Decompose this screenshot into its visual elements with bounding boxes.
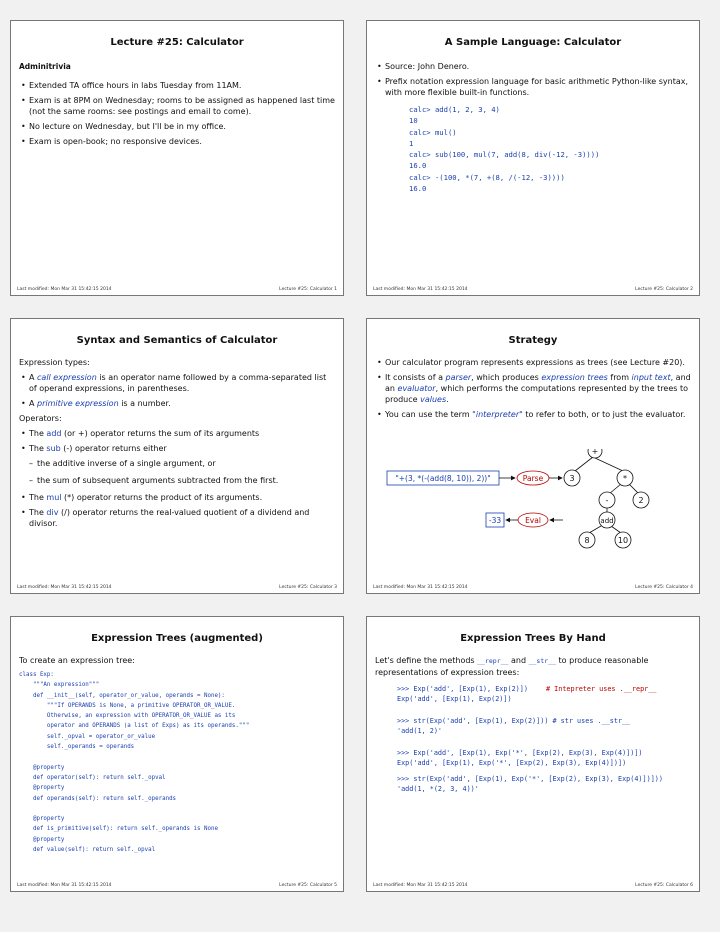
node-label: * — [623, 474, 627, 483]
text: is an operator name followed by a comma-separated list of operand expressions, in parentheses. — [29, 373, 327, 393]
text: The — [29, 429, 47, 438]
text: , and an — [385, 373, 691, 393]
text: to refer to both, or to just the evaluator. — [522, 410, 686, 419]
text: (/) operator returns the real-valued quotient of a dividend and divisor. — [29, 508, 310, 528]
example-1-command — [397, 684, 691, 694]
bullet-primitive-expression — [19, 398, 335, 409]
term-parser: parser — [445, 373, 472, 382]
term-values: values — [420, 395, 447, 404]
text: You can use the term — [385, 410, 473, 419]
example-2-command: >>> str(Exp('add', [Exp(1), Exp(2)])) # str uses .__str__ — [397, 717, 631, 725]
operators-label: Operators: — [19, 414, 62, 423]
footer-lecture: Lecture #25: Calculator 1 — [279, 287, 337, 292]
text: A — [29, 373, 38, 382]
node-label: - — [605, 496, 609, 505]
text: is a number. — [118, 399, 171, 408]
term-interpreter: "interpreter" — [472, 410, 523, 419]
text: (or +) operator returns the sum of its arguments — [61, 429, 260, 438]
footer-modified: Last modified: Mon Mar 31 15:42:15 2014 — [373, 585, 468, 590]
slide-2 — [366, 20, 700, 296]
text: , which produces — [471, 373, 542, 382]
slide-title: Syntax and Semantics of Calculator — [76, 335, 278, 346]
bullet: • No lecture on Wednesday, but I'll be in my office. — [19, 121, 335, 132]
example-4-output: 'add(1, *(2, 3, 4))' — [397, 785, 479, 793]
intro-text: To create an expression tree: — [19, 656, 135, 665]
text: (*) operator returns the product of its arguments. — [61, 493, 263, 502]
method-str: __str__ — [528, 657, 556, 665]
text: The — [29, 444, 47, 453]
text: >>> Exp('add', [Exp(1), Exp(2)]) — [397, 685, 528, 693]
node-label: 10 — [617, 536, 629, 545]
node-label: 8 — [584, 536, 590, 545]
footer-modified: Last modified: Mon Mar 31 15:42:15 2014 — [17, 287, 112, 292]
text: The — [29, 508, 47, 517]
footer-modified: Last modified: Mon Mar 31 15:42:15 2014 — [17, 883, 112, 888]
section-heading: Adminitrivia — [19, 62, 71, 71]
bullet-add — [19, 428, 335, 439]
text: to produce reasonable representations of expression trees: — [375, 656, 649, 677]
example-2-output: 'add(1, 2)' — [397, 727, 443, 735]
bullet: • Exam is open-book; no responsive devices. — [19, 136, 335, 147]
slide-title: Strategy — [508, 335, 558, 346]
bullet: • Prefix notation expression language for basic arithmetic Python-like syntax, with more flexible built-in functions. — [375, 76, 691, 98]
eval-label: Eval — [525, 516, 541, 525]
example-3-output: Exp('add', [Exp(1), Exp('*', [Exp(2), Exp(3), Exp(4)])]) — [397, 759, 627, 767]
bullet: • Source: John Denero. — [375, 61, 691, 72]
op-div: div — [46, 508, 59, 517]
footer-lecture: Lecture #25: Calculator 5 — [279, 883, 337, 888]
text: The — [29, 493, 47, 502]
bullet: • Exam is at 8PM on Wednesday; rooms to be assigned as happened last time (not the same rooms: see postings and email to come). — [19, 95, 335, 117]
text: from — [607, 373, 632, 382]
parse-eval-diagram — [367, 449, 699, 569]
slide-1 — [10, 20, 344, 296]
bullet: • Extended TA office hours in labs Tuesday from 11AM. — [19, 80, 335, 91]
slide-6 — [366, 616, 700, 892]
node-label: 2 — [638, 496, 644, 505]
slide-4 — [366, 318, 700, 594]
bullet — [375, 372, 691, 405]
bullet — [375, 409, 691, 420]
bullet-div — [19, 507, 335, 529]
footer-modified: Last modified: Mon Mar 31 15:42:15 2014 — [373, 287, 468, 292]
footer-modified: Last modified: Mon Mar 31 15:42:15 2014 — [17, 585, 112, 590]
node-label: add — [600, 517, 614, 525]
text: . — [446, 395, 449, 404]
code-block: calc> add(1, 2, 3, 4) 10 calc> mul() 1 calc> sub(100, mul(7, add(8, div(-12, -3)))) 16.0 calc> -(100, *(7, +(8, /(-12, -3)))) 16.0 — [409, 105, 600, 194]
footer-lecture: Lecture #25: Calculator 2 — [635, 287, 693, 292]
term-evaluator: evaluator — [397, 384, 436, 393]
sub-bullet: – the additive inverse of a single argument, or — [19, 458, 335, 469]
example-1-output: Exp('add', [Exp(1), Exp(2)]) — [397, 695, 512, 703]
comment: # Intepreter uses .__repr__ — [545, 685, 657, 693]
op-add: add — [46, 429, 62, 438]
text: It consists of a — [385, 373, 446, 382]
text: A — [29, 399, 38, 408]
footer-lecture: Lecture #25: Calculator 6 — [635, 883, 693, 888]
input-text: "+(3, *(-(add(8, 10)), 2))" — [395, 474, 491, 483]
bullet: • Our calculator program represents expressions as trees (see Lecture #20). — [375, 357, 691, 368]
intro-text — [375, 655, 691, 678]
sub-bullet: – the sum of subsequent arguments subtracted from the first. — [19, 475, 335, 486]
parse-label: Parse — [522, 474, 544, 483]
bullet-call-expression — [19, 372, 335, 394]
slide-5 — [10, 616, 344, 892]
result-value: -33 — [488, 516, 502, 525]
term-call-expression: call expression — [37, 373, 97, 382]
text: , which performs the computations represented by the trees to produce — [385, 384, 689, 404]
method-repr: __repr__ — [477, 657, 509, 665]
bullet-sub — [19, 443, 335, 454]
op-mul: mul — [46, 493, 62, 502]
slide-title: A Sample Language: Calculator — [444, 37, 622, 48]
footer-lecture: Lecture #25: Calculator 3 — [279, 585, 337, 590]
slide-3 — [10, 318, 344, 594]
slide-title: Expression Trees (augmented) — [91, 633, 263, 644]
text: (-) operator returns either — [60, 444, 167, 453]
node-label: 3 — [569, 474, 575, 483]
footer-modified: Last modified: Mon Mar 31 15:42:15 2014 — [373, 883, 468, 888]
expression-types-label: Expression types: — [19, 358, 90, 367]
term-input-text: input text — [631, 373, 671, 382]
example-4-command: >>> str(Exp('add', [Exp(1), Exp('*', [Exp(2), Exp(3), Exp(4)])])) — [397, 775, 663, 783]
slide-title: Expression Trees By Hand — [460, 633, 606, 644]
slide-title: Lecture #25: Calculator — [110, 37, 244, 48]
footer-lecture: Lecture #25: Calculator 4 — [635, 585, 693, 590]
term-expression-trees: expression trees — [541, 373, 608, 382]
text: and — [508, 656, 529, 665]
text: Let's define the methods — [375, 656, 478, 665]
term-primitive-expression: primitive expression — [37, 399, 119, 408]
code-block: class Exp: """An expression""" def __init__(self, operator_or_value, operands = None): """If OPERANDS is None, a primitive OPERATOR_OR_VALUE. Otherwise, an expression with OPERATOR_OR_VALUE as its operator and OPERANDS (a list of Exps) as its operands.""" self._opval = operator_or_value self._operands = operands @property def operator(self): return self._opval @property def operands(self): return self._operands @property def is_primitive(self): return self._operands is None @property def value(self): return self._opval — [19, 672, 250, 854]
example-3-command: >>> Exp('add', [Exp(1), Exp('*', [Exp(2), Exp(3), Exp(4)])]) — [397, 749, 643, 757]
node-label: + — [591, 449, 599, 456]
bullet-mul — [19, 492, 335, 503]
op-sub: sub — [46, 444, 61, 453]
